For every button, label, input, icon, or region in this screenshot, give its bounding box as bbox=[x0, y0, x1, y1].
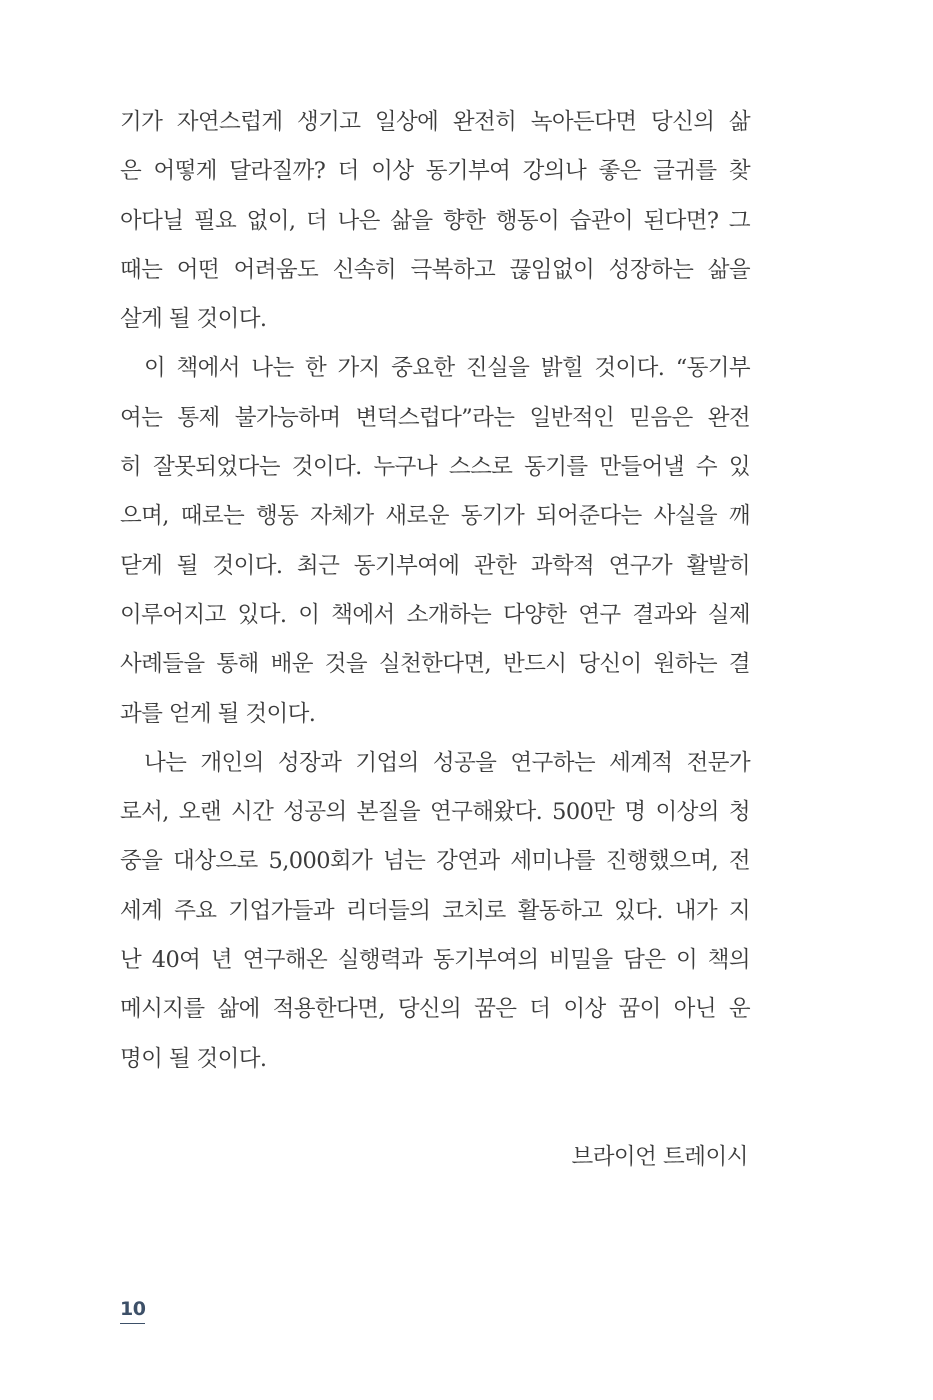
text-line: 세계 주요 기업가들과 리더들의 코치로 활동하고 있다. 내가 지 bbox=[120, 897, 750, 924]
text-line: 중을 대상으로 5,000회가 넘는 강연과 세미나를 진행했으며, 전 bbox=[120, 848, 750, 875]
text-line: 난 40여 년 연구해온 실행력과 동기부여의 비밀을 담은 이 책의 bbox=[120, 947, 750, 974]
text-line: 사례들을 통해 배운 것을 실천한다면, 반드시 당신이 원하는 결 bbox=[120, 651, 750, 678]
body-text bbox=[120, 98, 750, 1084]
text-line: 이 책에서 나는 한 가지 중요한 진실을 밝힐 것이다. “동기부 bbox=[144, 355, 750, 382]
text-line: 아다닐 필요 없이, 더 나은 삶을 향한 행동이 습관이 된다면? 그 bbox=[120, 207, 750, 234]
text-line: 로서, 오랜 시간 성공의 본질을 연구해왔다. 500만 명 이상의 청 bbox=[120, 799, 750, 826]
text-line: 기가 자연스럽게 생기고 일상에 완전히 녹아든다면 당신의 삶 bbox=[120, 109, 750, 135]
text-line: 여는 통제 불가능하며 변덕스럽다”라는 일반적인 믿음은 완전 bbox=[120, 404, 750, 431]
author-signature: 브라이언 트레이시 bbox=[571, 1144, 748, 1170]
text-line: 과를 얻게 될 것이다. bbox=[120, 700, 316, 727]
text-line: 때는 어떤 어려움도 신속히 극복하고 끊임없이 성장하는 삶을 bbox=[120, 256, 750, 283]
text-line: 은 어떻게 달라질까? 더 이상 동기부여 강의나 좋은 글귀를 찾 bbox=[120, 158, 750, 185]
text-line: 으며, 때로는 행동 자체가 새로운 동기가 되어준다는 사실을 깨 bbox=[120, 503, 750, 530]
text-line: 명이 될 것이다. bbox=[120, 1045, 267, 1072]
text-line: 닫게 될 것이다. 최근 동기부여에 관한 과학적 연구가 활발히 bbox=[120, 552, 750, 579]
page-number: 10 bbox=[120, 1297, 145, 1324]
text-line: 살게 될 것이다. bbox=[120, 306, 267, 333]
text-line: 메시지를 삶에 적용한다면, 당신의 꿈은 더 이상 꿈이 아닌 운 bbox=[120, 996, 750, 1023]
text-line: 이루어지고 있다. 이 책에서 소개하는 다양한 연구 결과와 실제 bbox=[120, 601, 750, 628]
text-line: 나는 개인의 성장과 기업의 성공을 연구하는 세계적 전문가 bbox=[144, 749, 750, 776]
text-line: 히 잘못되었다는 것이다. 누구나 스스로 동기를 만들어낼 수 있 bbox=[120, 454, 750, 481]
